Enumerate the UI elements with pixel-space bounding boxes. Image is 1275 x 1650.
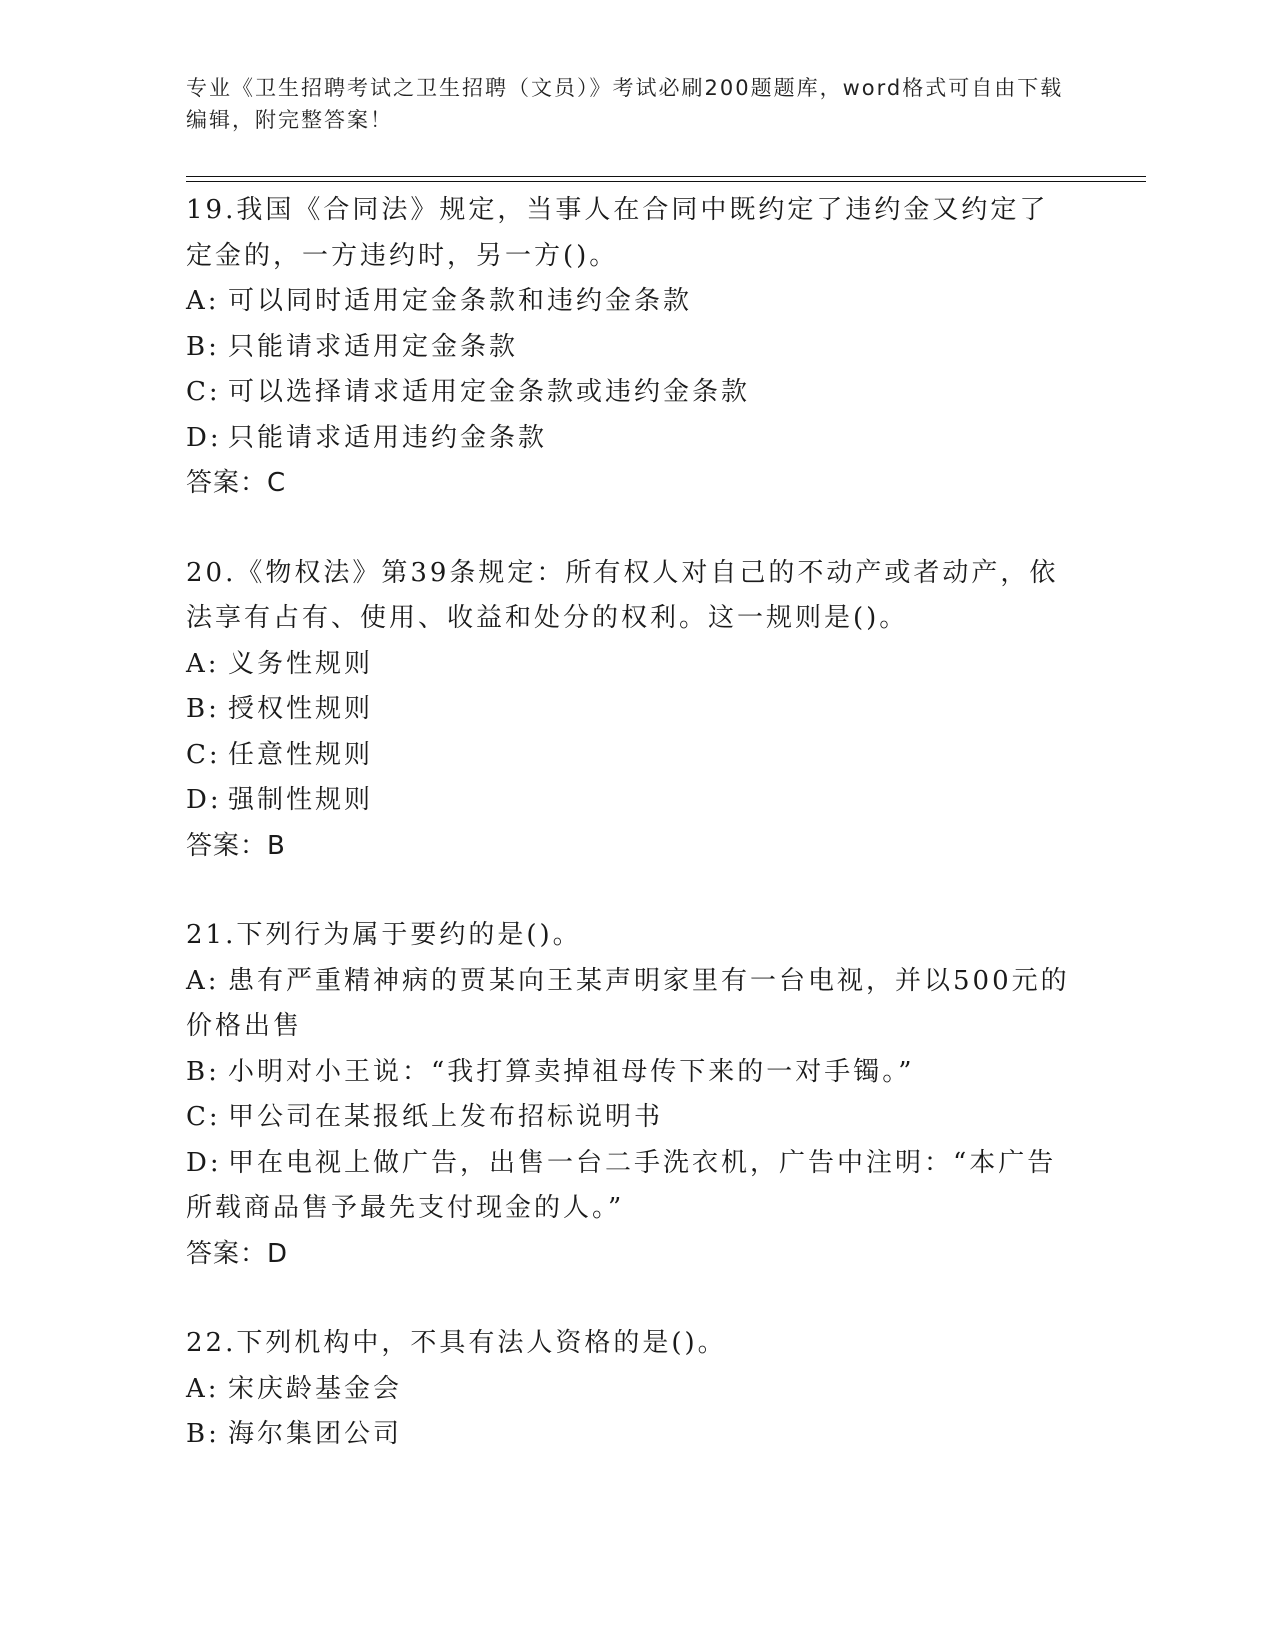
option-a bbox=[186, 1367, 1076, 1413]
option-text: 授权性规则 bbox=[228, 694, 374, 724]
option-letter: B: bbox=[186, 331, 220, 362]
option-b bbox=[186, 687, 1076, 733]
option-letter: B: bbox=[186, 694, 220, 724]
question-text: 21.下列行为属于要约的是()。 bbox=[186, 920, 582, 950]
option-letter: C: bbox=[186, 739, 221, 770]
document-header: 专业《卫生招聘考试之卫生招聘（文员）》考试必刷200题题库，word格式可自由下载编辑，附完整答案！ bbox=[186, 76, 1064, 132]
option-letter: A: bbox=[186, 648, 220, 679]
option-c bbox=[186, 733, 1076, 779]
answer-line: 答案：B bbox=[186, 830, 286, 861]
option-text: 可以选择请求适用定金条款或违约金条款 bbox=[228, 377, 751, 407]
option-d bbox=[186, 416, 1076, 462]
option-text: 甲在电视上做广告，出售一台二手洗衣机，广告中注明：“本广告所载商品售予最先支付现金的人。” bbox=[186, 1147, 1057, 1223]
option-a bbox=[186, 642, 1076, 688]
option-text: 小明对小王说：“我打算卖掉祖母传下来的一对手镯。” bbox=[228, 1056, 915, 1087]
option-b bbox=[186, 1412, 1076, 1458]
option-text: 只能请求适用违约金条款 bbox=[228, 422, 548, 453]
question-list bbox=[186, 188, 1076, 1502]
question-item bbox=[186, 551, 1076, 870]
question-item bbox=[186, 913, 1076, 1277]
option-letter: D: bbox=[186, 1147, 222, 1178]
answer-line: 答案：D bbox=[186, 1238, 289, 1269]
option-d bbox=[186, 1141, 1076, 1232]
option-letter: C: bbox=[186, 1102, 221, 1132]
option-letter: A: bbox=[186, 1373, 220, 1404]
answer-line: 答案：C bbox=[186, 468, 287, 498]
option-text: 宋庆龄基金会 bbox=[228, 1373, 403, 1404]
option-text: 可以同时适用定金条款和违约金条款 bbox=[228, 286, 693, 316]
option-d bbox=[186, 778, 1076, 824]
option-letter: B: bbox=[186, 1056, 220, 1087]
option-letter: A: bbox=[186, 965, 220, 996]
option-text: 任意性规则 bbox=[228, 739, 374, 770]
option-text: 甲公司在某报纸上发布招标说明书 bbox=[228, 1102, 664, 1132]
option-text: 义务性规则 bbox=[228, 648, 374, 679]
option-b bbox=[186, 325, 1076, 371]
option-text: 患有严重精神病的贾某向王某声明家里有一台电视，并以500元的价格出售 bbox=[186, 965, 1070, 1041]
option-c bbox=[186, 1095, 1076, 1141]
question-text: 20.《物权法》第39条规定：所有权人对自己的不动产或者动产，依法享有占有、使用、收益和处分的权利。这一规则是()。 bbox=[186, 557, 1059, 633]
option-b bbox=[186, 1050, 1076, 1096]
option-letter: D: bbox=[186, 422, 222, 453]
option-letter: B: bbox=[186, 1419, 220, 1449]
question-item bbox=[186, 188, 1076, 507]
option-a bbox=[186, 959, 1076, 1050]
question-item bbox=[186, 1321, 1076, 1458]
option-letter: A: bbox=[186, 286, 220, 316]
header-divider-bottom bbox=[186, 181, 1146, 182]
option-text: 海尔集团公司 bbox=[228, 1419, 403, 1449]
question-text: 22.下列机构中，不具有法人资格的是()。 bbox=[186, 1328, 727, 1358]
header-divider-top bbox=[186, 176, 1146, 177]
option-text: 强制性规则 bbox=[228, 785, 374, 815]
question-text: 19.我国《合同法》规定，当事人在合同中既约定了违约金又约定了定金的，一方违约时，另一方()。 bbox=[186, 195, 1049, 271]
option-letter: C: bbox=[186, 377, 221, 407]
option-c bbox=[186, 370, 1076, 416]
option-text: 只能请求适用定金条款 bbox=[228, 331, 519, 362]
option-letter: D: bbox=[186, 785, 222, 815]
option-a bbox=[186, 279, 1076, 325]
